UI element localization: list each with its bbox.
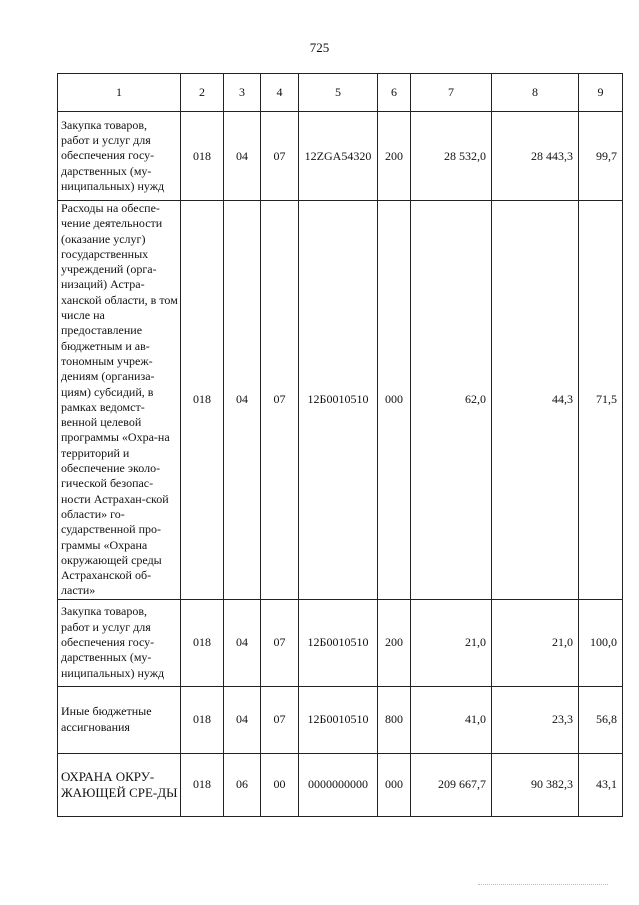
expense-type-cell: 800 bbox=[378, 686, 411, 753]
ministry-code-cell: 018 bbox=[181, 201, 224, 600]
ministry-code-cell: 018 bbox=[181, 753, 224, 816]
subsection-code-cell: 07 bbox=[261, 686, 299, 753]
section-code-cell: 06 bbox=[224, 753, 261, 816]
percent-cell: 43,1 bbox=[579, 753, 623, 816]
amount-planned-cell: 28 532,0 bbox=[411, 112, 492, 201]
amount-executed-cell: 21,0 bbox=[492, 599, 579, 686]
amount-executed-cell: 28 443,3 bbox=[492, 112, 579, 201]
header-cell: 1 bbox=[58, 74, 181, 112]
header-cell: 7 bbox=[411, 74, 492, 112]
subsection-code-cell: 07 bbox=[261, 201, 299, 600]
header-cell: 6 bbox=[378, 74, 411, 112]
table-row bbox=[58, 753, 623, 816]
header-cell: 3 bbox=[224, 74, 261, 112]
budget-table bbox=[57, 73, 623, 817]
amount-planned-cell: 209 667,7 bbox=[411, 753, 492, 816]
header-cell: 2 bbox=[181, 74, 224, 112]
target-article-cell: 12Б0010510 bbox=[299, 201, 378, 600]
percent-cell: 100,0 bbox=[579, 599, 623, 686]
amount-executed-cell: 23,3 bbox=[492, 686, 579, 753]
table-row bbox=[58, 686, 623, 753]
scan-artifact-line bbox=[478, 884, 608, 886]
row-name-cell: Закупка товаров, работ и услуг для обеспечения госу-дарственных (му-ниципальных) нужд bbox=[58, 599, 181, 686]
ministry-code-cell: 018 bbox=[181, 599, 224, 686]
ministry-code-cell: 018 bbox=[181, 686, 224, 753]
section-code-cell: 04 bbox=[224, 599, 261, 686]
row-name-cell: ОХРАНА ОКРУ-ЖАЮЩЕЙ СРЕ-ДЫ bbox=[58, 753, 181, 816]
percent-cell: 99,7 bbox=[579, 112, 623, 201]
section-code-cell: 04 bbox=[224, 201, 261, 600]
ministry-code-cell: 018 bbox=[181, 112, 224, 201]
subsection-code-cell: 07 bbox=[261, 112, 299, 201]
target-article-cell: 12Б0010510 bbox=[299, 686, 378, 753]
expense-type-cell: 200 bbox=[378, 599, 411, 686]
amount-executed-cell: 44,3 bbox=[492, 201, 579, 600]
amount-executed-cell: 90 382,3 bbox=[492, 753, 579, 816]
table-header-row bbox=[58, 74, 623, 112]
section-code-cell: 04 bbox=[224, 112, 261, 201]
amount-planned-cell: 21,0 bbox=[411, 599, 492, 686]
header-cell: 9 bbox=[579, 74, 623, 112]
percent-cell: 71,5 bbox=[579, 201, 623, 600]
row-name-cell: Закупка товаров, работ и услуг для обеспечения госу-дарственных (му-ниципальных) нужд bbox=[58, 112, 181, 201]
target-article-cell: 12ZGA54320 bbox=[299, 112, 378, 201]
subsection-code-cell: 07 bbox=[261, 599, 299, 686]
header-cell: 4 bbox=[261, 74, 299, 112]
section-code-cell: 04 bbox=[224, 686, 261, 753]
header-cell: 5 bbox=[299, 74, 378, 112]
row-name-cell: Иные бюджетные ассигнования bbox=[58, 686, 181, 753]
table-row bbox=[58, 201, 623, 600]
header-cell: 8 bbox=[492, 74, 579, 112]
page-number: 725 bbox=[309, 40, 330, 55]
target-article-cell: 12Б0010510 bbox=[299, 599, 378, 686]
row-name-cell: Расходы на обеспе-чение деятельности (оказание услуг) государственных учреждений (орга-низаций) Астра-ханской области, в том числе на предоставление бюджетным и ав-тономным учреж-дениям (организа-циям) субсидий, в рамках ведомст-венной целевой программы «Охра-на территорий и обеспечение эколо-гической безопас-ности Астрахан-ской области» го-сударственной про-граммы «Охрана окружающей среды Астраханской об-ласти» bbox=[58, 201, 181, 600]
expense-type-cell: 200 bbox=[378, 112, 411, 201]
target-article-cell: 0000000000 bbox=[299, 753, 378, 816]
table-row bbox=[58, 599, 623, 686]
percent-cell: 56,8 bbox=[579, 686, 623, 753]
amount-planned-cell: 62,0 bbox=[411, 201, 492, 600]
table-row bbox=[58, 112, 623, 201]
expense-type-cell: 000 bbox=[378, 753, 411, 816]
amount-planned-cell: 41,0 bbox=[411, 686, 492, 753]
subsection-code-cell: 00 bbox=[261, 753, 299, 816]
expense-type-cell: 000 bbox=[378, 201, 411, 600]
